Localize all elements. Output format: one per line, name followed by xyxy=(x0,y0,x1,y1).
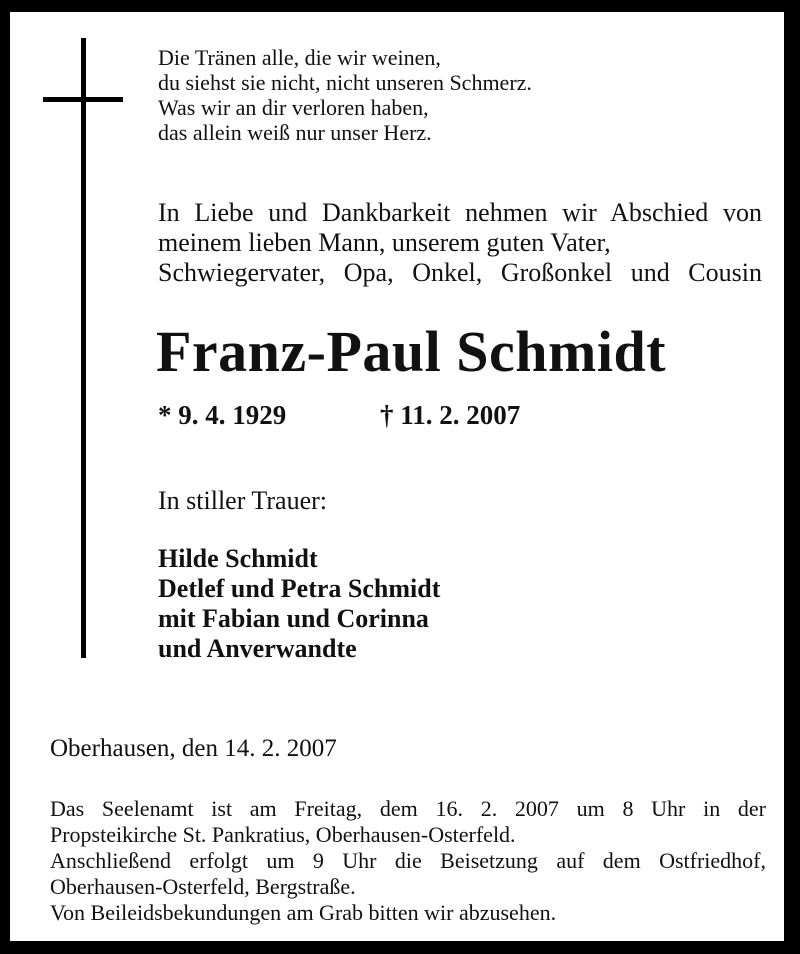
funeral-details-line: Anschließend erfolgt um 9 Uhr die Beisetzung auf dem Ostfriedhof, xyxy=(50,848,766,873)
mourner-line: und Anverwandte xyxy=(158,634,357,663)
life-dates xyxy=(158,400,658,431)
deceased-name: Franz-Paul Schmidt xyxy=(156,319,667,384)
intro-text xyxy=(158,198,762,288)
mourners-list xyxy=(158,544,608,664)
mourner-line: Hilde Schmidt xyxy=(158,544,318,573)
funeral-details-line: Von Beileidsbekundungen am Grab bitten wir abzusehen. xyxy=(50,900,557,925)
place-date-line: Oberhausen, den 14. 2. 2007 xyxy=(50,735,337,762)
notice-page xyxy=(10,12,784,941)
verse-line: Was wir an dir verloren haben, xyxy=(158,95,429,120)
verse-line: das allein weiß nur unser Herz. xyxy=(158,120,432,145)
funeral-details-line: Propsteikirche St. Pankratius, Oberhausen-Osterfeld. xyxy=(50,822,516,847)
funeral-details-line: Oberhausen-Osterfeld, Bergstraße. xyxy=(50,874,356,899)
memorial-verse xyxy=(158,45,638,145)
cross-icon-vertical-bar xyxy=(81,38,86,658)
mourner-line: mit Fabian und Corinna xyxy=(158,604,429,633)
intro-line: meinem lieben Mann, unserem guten Vater, xyxy=(158,228,611,257)
birth-date: * 9. 4. 1929 xyxy=(158,400,287,430)
funeral-details xyxy=(50,796,766,926)
verse-line: du siehst sie nicht, nicht unseren Schmerz. xyxy=(158,70,532,95)
intro-line: In Liebe und Dankbarkeit nehmen wir Abschied von xyxy=(158,198,762,227)
cross-icon-horizontal-bar xyxy=(43,97,123,102)
death-date: † 11. 2. 2007 xyxy=(380,400,521,430)
intro-line: Schwiegervater, Opa, Onkel, Großonkel und Cousin xyxy=(158,258,762,287)
mourner-line: Detlef und Petra Schmidt xyxy=(158,574,441,603)
mourning-label: In stiller Trauer: xyxy=(158,486,327,515)
verse-line: Die Tränen alle, die wir weinen, xyxy=(158,45,441,70)
funeral-details-line: Das Seelenamt ist am Freitag, dem 16. 2. 2007 um 8 Uhr in der xyxy=(50,796,766,821)
